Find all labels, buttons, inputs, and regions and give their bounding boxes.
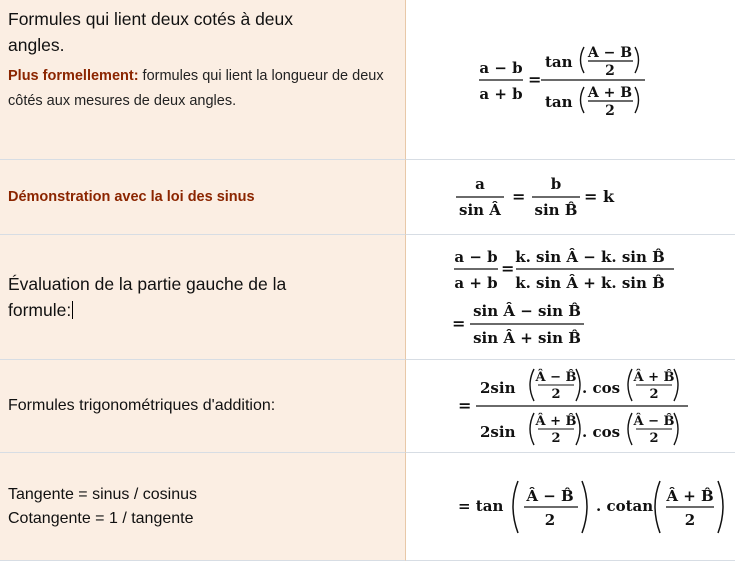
fraction-b-numerator: b <box>550 175 562 193</box>
fraction-b-denominator: sin B̂ <box>534 201 578 219</box>
row1-label-cell <box>0 0 406 160</box>
num-diff-two: 2 <box>551 387 561 402</box>
equals-sign: = <box>458 396 472 415</box>
num-sum-arg: Â + B̂ <box>633 370 675 385</box>
text-cursor <box>72 301 73 319</box>
numerator-left-paren <box>580 47 584 73</box>
row5-formula-cell <box>406 453 735 561</box>
sum-two: 2 <box>684 510 696 529</box>
row5-cotangent-text: Cotangente = 1 / tangente <box>8 509 194 527</box>
equals-sign-1: = <box>501 258 515 278</box>
row5-tangent-text: Tangente = sinus / cosinus <box>8 485 198 503</box>
numerator-2sin: 2sin <box>480 379 516 397</box>
paren2-left <box>655 481 660 533</box>
numerator-right-paren <box>635 47 639 73</box>
addition-formula <box>456 361 726 451</box>
denominator-left-paren <box>580 87 584 113</box>
denominator-tan: tan <box>544 92 573 111</box>
row3-formula-cell <box>406 235 735 360</box>
equals-tan: = tan <box>458 496 504 515</box>
row4-addition-text: Formules trigonométriques d'addition: <box>8 397 276 414</box>
num-sum-two: 2 <box>649 387 659 402</box>
numerator-two: 2 <box>604 62 615 79</box>
sin-difference-numerator: sin Â − sin B̂ <box>473 301 581 320</box>
lhs-numerator: a − b <box>478 58 523 77</box>
denominator-two: 2 <box>604 102 615 119</box>
row1-formal-text <box>8 64 388 114</box>
fraction-a-numerator: a <box>475 175 485 193</box>
den-sum-two: 2 <box>551 431 561 446</box>
den-paren2-left <box>628 413 632 445</box>
row2-formula-cell <box>406 160 735 235</box>
row3-evaluation-label: Évaluation de la partie gauche de la formule: <box>8 274 287 320</box>
row2-label-cell <box>0 160 406 235</box>
den-paren2-right <box>674 413 678 445</box>
row2-demonstration-text: Démonstration avec la loi des sinus <box>8 189 255 205</box>
num-paren2-left <box>628 369 632 401</box>
law-of-sines-formula <box>450 167 650 227</box>
row4-label-cell <box>0 360 406 453</box>
numerator-tan: tan <box>544 52 573 71</box>
paren2-right <box>718 481 723 533</box>
numerator-cos: . cos <box>582 379 621 397</box>
num-paren2-right <box>674 369 678 401</box>
lhs-denominator: a + b <box>454 273 498 292</box>
den-diff-arg: Â − B̂ <box>633 414 675 429</box>
lhs-numerator: a − b <box>454 247 498 266</box>
equals-k: = k <box>584 187 615 206</box>
fraction-a-denominator: sin Â <box>459 201 501 219</box>
row3-evaluation-text <box>8 271 338 323</box>
denominator-right-paren <box>635 87 639 113</box>
denominator-2sin: 2sin <box>480 423 516 441</box>
equals-sign-2: = <box>452 313 466 333</box>
row4-formula-cell <box>406 360 735 453</box>
tan-cotan-formula <box>456 467 731 547</box>
row1-formal-label: Plus formellement: <box>8 68 139 84</box>
sin-sum-denominator: sin Â + sin B̂ <box>473 328 581 347</box>
numerator-arg: A − B <box>587 44 632 61</box>
den-paren1-right <box>576 413 580 445</box>
sum-arg: Â + B̂ <box>666 486 714 505</box>
equals-sign: = <box>527 69 541 89</box>
row3-label-cell <box>0 235 406 360</box>
k-sin-numerator: k. sin Â − k. sin B̂ <box>515 247 665 266</box>
row1-formal-body: formules qui lient la longueur de deux côtés aux mesures de deux angles. <box>8 68 384 109</box>
denominator-arg: A + B <box>587 84 632 101</box>
diff-two: 2 <box>544 510 556 529</box>
lhs-denominator: a + b <box>478 84 523 103</box>
evaluation-formula <box>450 240 700 355</box>
row1-formula-cell <box>406 0 735 160</box>
paren1-right <box>582 481 587 533</box>
num-paren1-left <box>530 369 534 401</box>
diff-arg: Â − B̂ <box>526 486 574 505</box>
num-paren1-right <box>576 369 580 401</box>
den-sum-arg: Â + B̂ <box>535 414 577 429</box>
denominator-cos: . cos <box>582 423 621 441</box>
row5-label-cell <box>0 453 406 561</box>
equals-sign-1: = <box>512 187 526 206</box>
k-sin-denominator: k. sin Â + k. sin B̂ <box>515 273 665 292</box>
den-diff-two: 2 <box>649 431 659 446</box>
tangent-law-formula <box>471 35 671 125</box>
paren1-left <box>513 481 518 533</box>
den-paren1-left <box>530 413 534 445</box>
cotan-label: . cotan <box>596 496 654 515</box>
num-diff-arg: Â − B̂ <box>535 370 577 385</box>
row1-heading: Formules qui lient deux cotés à deux angles. <box>8 9 294 55</box>
